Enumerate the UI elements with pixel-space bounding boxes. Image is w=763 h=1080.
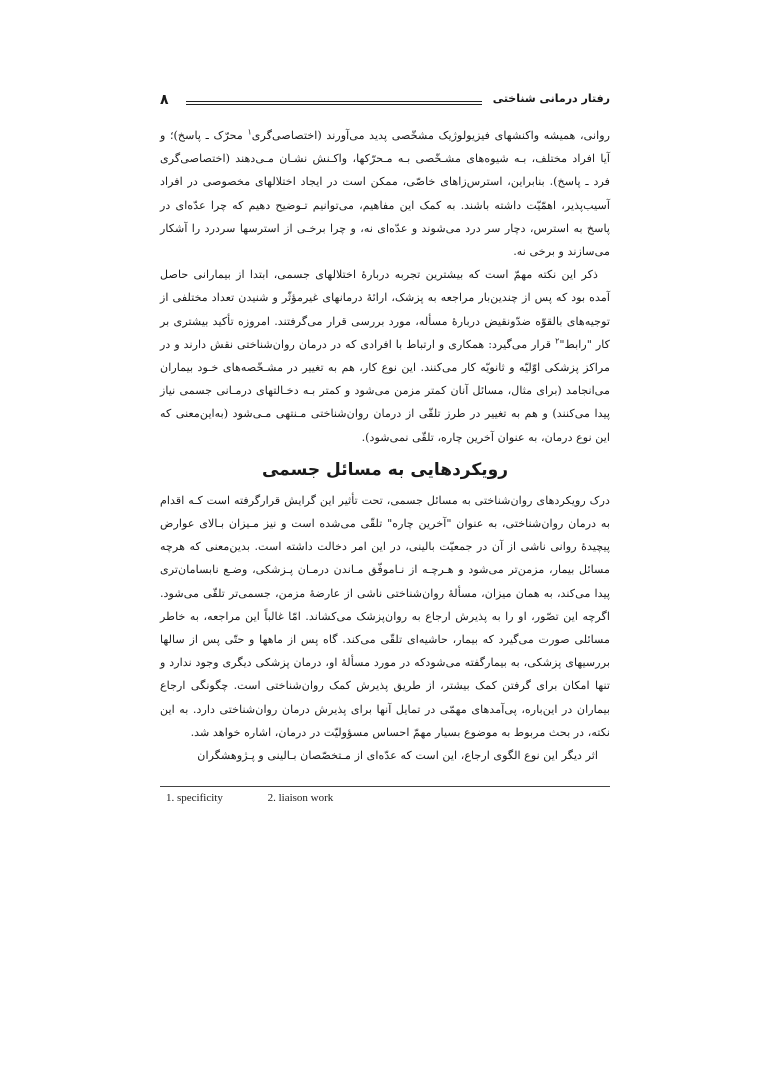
footnotes: [166, 792, 375, 804]
section-paragraph-2: اثر دیگر این نوع الگوی ارجاع، این است که عدّه‌ای از مـتخصّصان بـالینی و پـژوهشگران: [197, 749, 598, 763]
running-title: رفتار درمانی شناختی: [492, 92, 610, 105]
footnote-1: 1. specificity: [166, 792, 223, 804]
paragraph-2: [160, 263, 610, 449]
paragraph-text: ذکر این نکته مهمّ است که بیشترین تجربه دربارهٔ اختلالهای جسمی، ابتدا از بیمارانی حاصل آمده بود که پس از چندین‌بار مراجعه به پزشک، ارائهٔ درمانهای غیرمؤثّر و شنیدن تعداد مختلفی از توجیه‌های بالقوّه ضدّونقیض دربارهٔ مسأله، مورد بررسی قرار می‌گرفتند. امروزه تأکید بیشتری بر کار "رابط": [160, 268, 610, 351]
footnote-2: 2. liaison work: [267, 792, 334, 804]
paragraph-text: محرّک ـ پاسخ)؛ و آیا افراد مختلف، بـه شیوه‌های مشـخّصی بـه مـحرّکها، واکـنش نشـان مـی‌دهند (اختصاصی‌گری فرد ـ پاسخ). بنابراین، استرس‌زاهای خاصّی، ممکن است در ایجاد اختلالهای مخصوصی در افراد آسیب‌پذیر، اهمّیّت داشته باشند. به کمک این مفاهیم، می‌توانیم تـوضیح دهیم که چرا عدّه‌ای در پاسخ به استرس، دچار سر درد می‌شوند و عدّه‌ای نه، و چرا برخـی از استرسها سردرد را آشکار می‌سازند و برخی نه.: [160, 129, 610, 259]
header-rule: [186, 101, 482, 105]
running-head: [160, 92, 610, 116]
footnote-marker: ۱: [247, 127, 252, 137]
footnote-rule: [160, 786, 610, 787]
paragraph-text: قرار می‌گیرد: همکاری و ارتباط با افرادی که در درمان روان‌شناختی نقش دارند و در مراکز پزشکی اوّلیّه و ثانویّه کار می‌کنند. این نوع کار، هم به تغییر در مشـخّصه‌های خـود بیماران می‌انجامد (برای مثال، مسائل آنان کمتر مزمن می‌شود و کمتر بـه دخـالتهای درمـانی جسمی نیاز پیدا می‌کنند) و هم به تغییر در طرز تلقّی از درمان روان‌شناختی مـنتهی مـی‌شود (به‌این‌معنی که این نوع درمان، به عنوان آخرین چاره، تلقّی نمی‌شود).: [160, 337, 610, 444]
footnote-marker: ۲: [555, 336, 560, 346]
body-text: [160, 124, 610, 767]
section-paragraph-1: درک رویکردهای روان‌شناختی به مسائل جسمی، تحت تأثیر این گرایش قرارگرفته است کـه اقدام به درمان روان‌شناختی، به عنوان "آخرین چاره" تلقّی می‌شده است و نیز مـیزان بـالای عوارض پیچیدهٔ روانی ناشی از آن در جمعیّت بالینی، در این امر دخالت داشته است. بدین‌معنی که هرچه مسائل بیمار، مزمن‌تر می‌شود و هـرچـه از نـاموفّق مـاندن درمـان پـزشکی، وضـع نابسامان‌تری پیدا می‌کند، به همان میزان، مسألهٔ روان‌شناختی ناشی از عارضهٔ مزمن، جسمی‌تر تلقّی می‌شود. اگرچه این تصّور، او را به پذیرش ارجاع به روان‌پزشک می‌کشاند. امّا غالباً این مراجعه، به خاطر مسائلی صورت می‌گیرد که بیمار، حاشیه‌ای تلقّی می‌کند. گاه پس از ماهها و حتّی پس از سالها بررسیهای پزشکی، به بیمارگفته می‌شودکه در مورد مسألهٔ او، درمان پزشکی دیگری وجود ندارد و تنها امکان برای گرفتن کمک بیشتر، از طریق پذیرش کمک روان‌شناختی است. چگونگی ارجاع بیماران در این‌باره، پی‌آمدهای مهمّی در تمایل آنها برای پذیرش درمان روان‌شناختی دارد. به این نکته، در بحث مربوط به موضوع بسیار مهمّ احساس مسؤولیّت در درمان، اشاره خواهد شد.: [160, 493, 610, 739]
page-number: ۸: [160, 92, 169, 108]
paragraph-text: روانی، همیشه واکنشهای فیزیولوژیک مشخّصی پدید می‌آورند (اختصاصی‌گری: [251, 129, 611, 142]
paragraph-1: [160, 124, 610, 263]
section-heading: رویکردهایی به مسائل جسمی: [261, 459, 509, 480]
